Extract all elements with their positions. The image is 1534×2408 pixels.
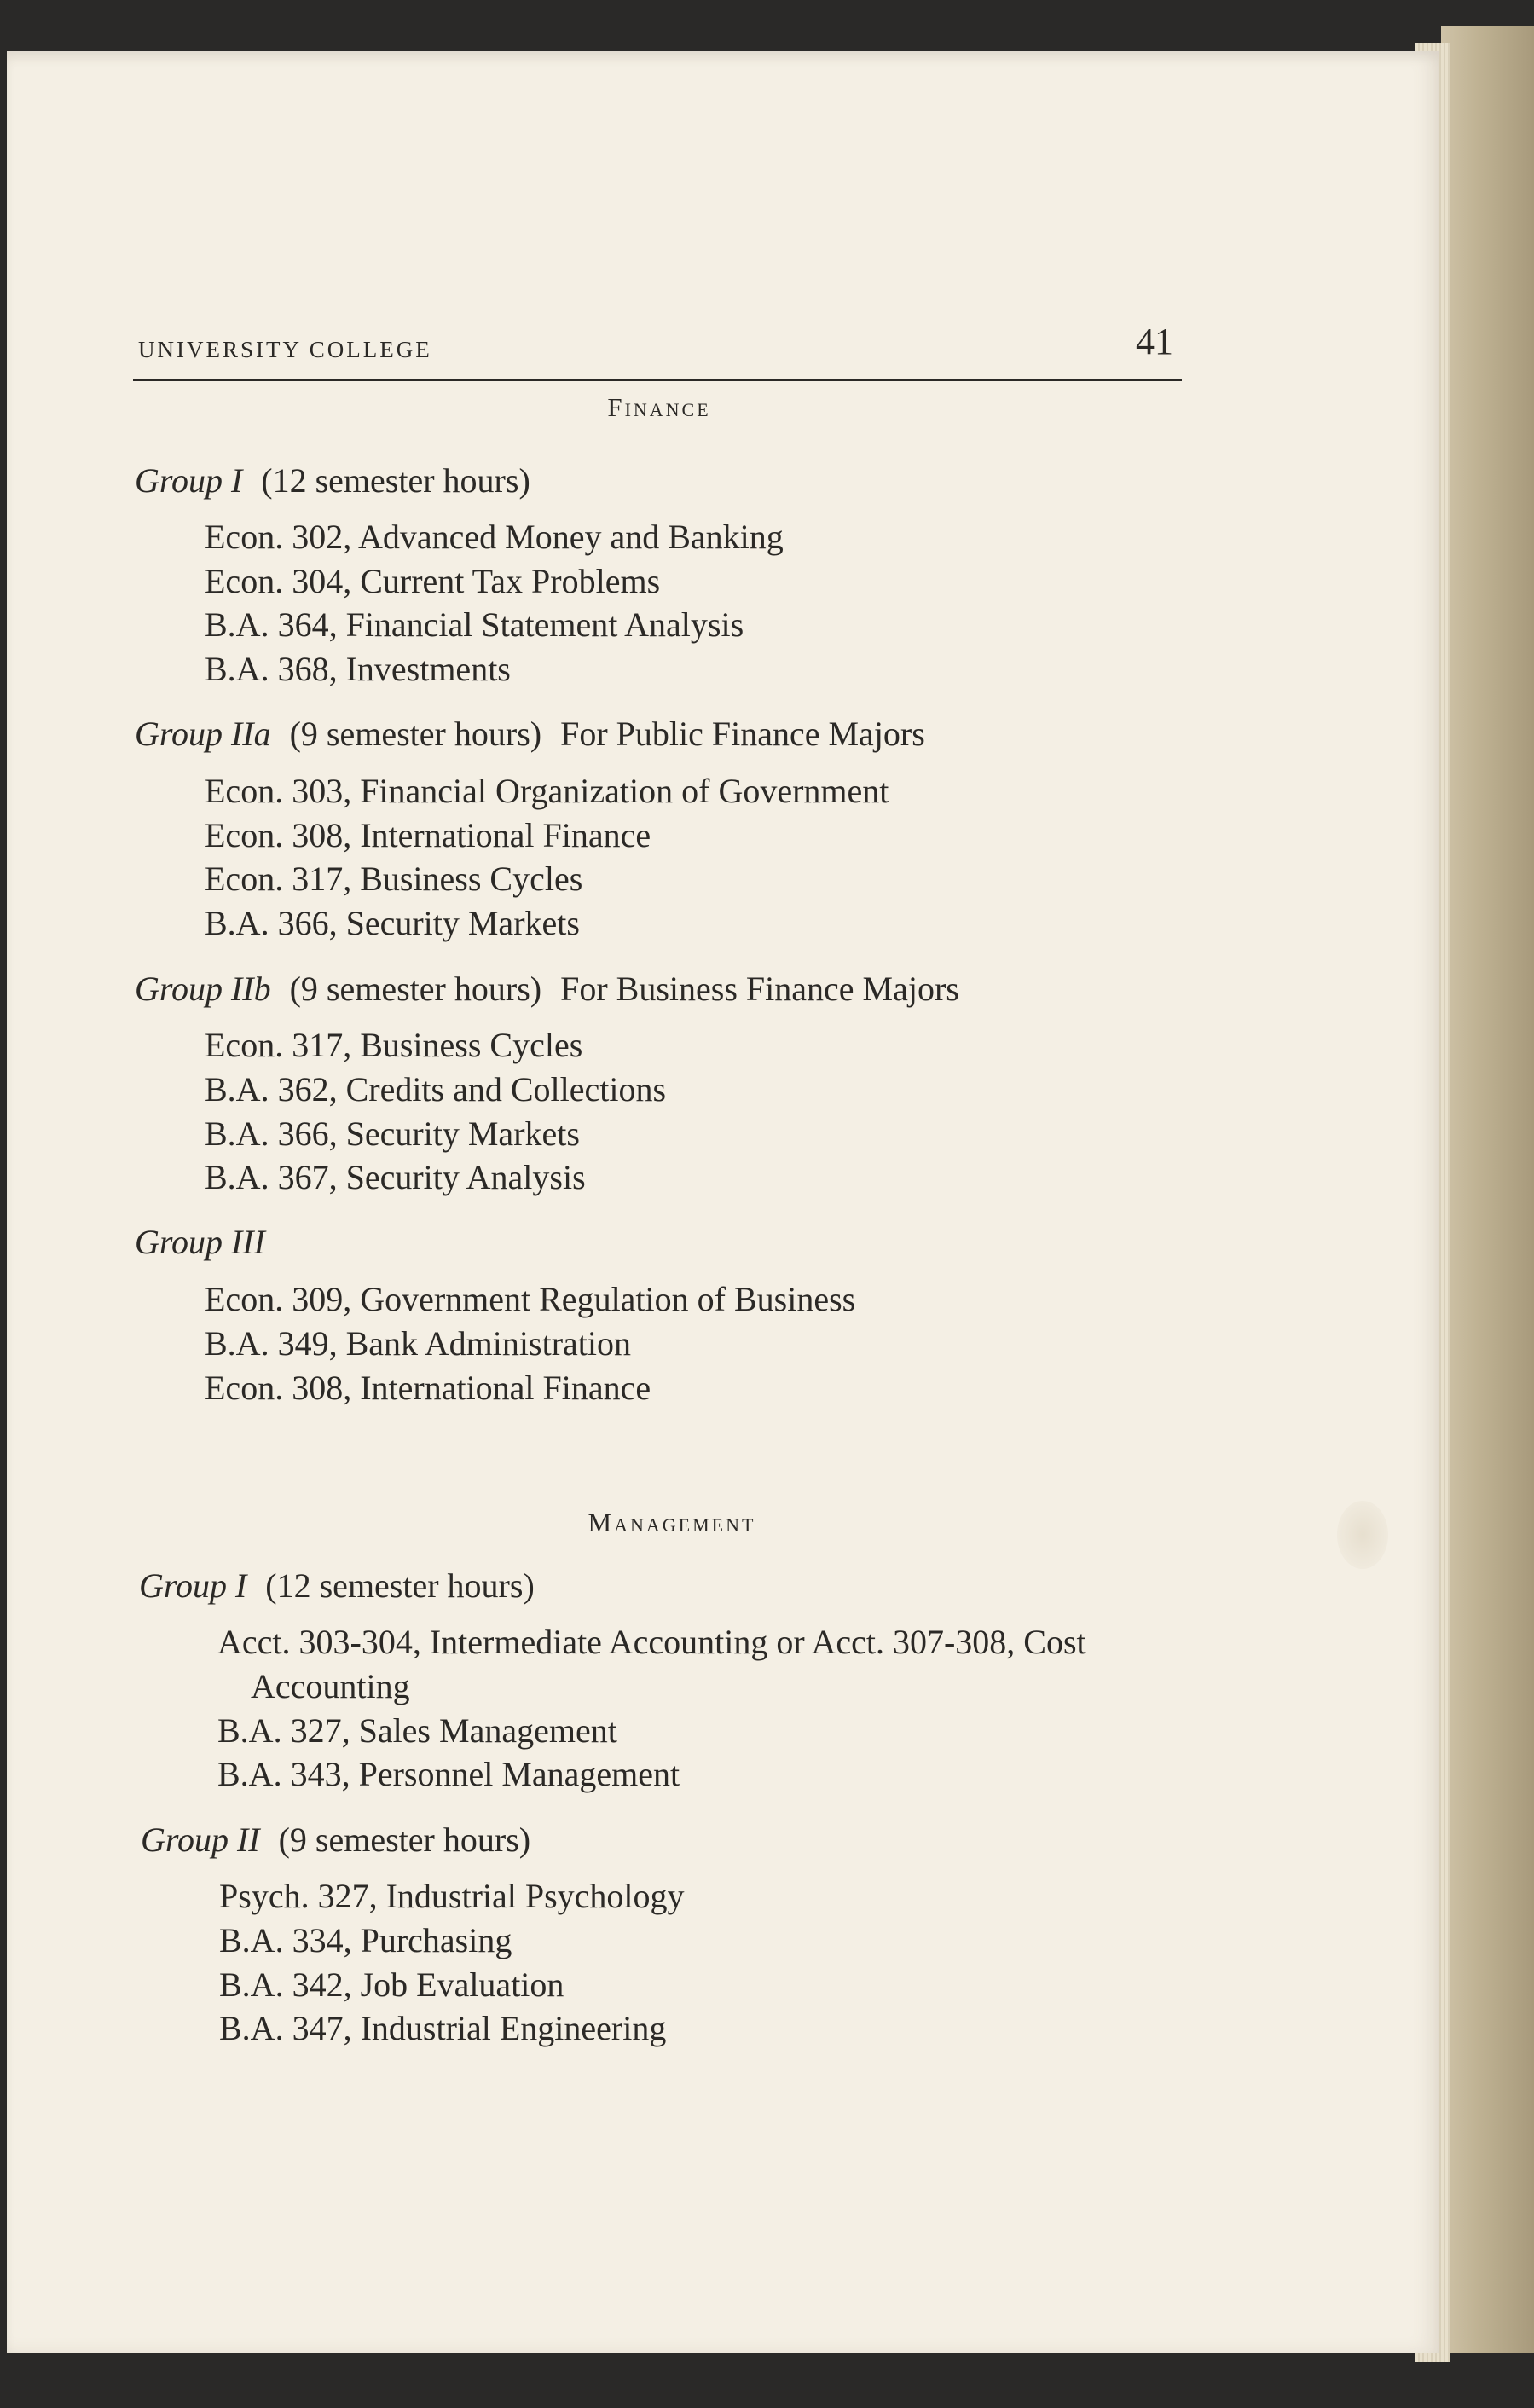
finance-group-heading [135, 1225, 265, 1259]
finance-group-heading [135, 717, 925, 751]
course-line: Acct. 303-304, Intermediate Accounting or Acct. 307-308, Cost [217, 1623, 1086, 1661]
course-line: B.A. 366, Security Markets [205, 1114, 580, 1153]
finance-heading: Finance [607, 392, 711, 422]
group-note: For Public Finance Majors [560, 715, 925, 753]
course-line: B.A. 362, Credits and Collections [205, 1070, 667, 1108]
group-name: Group II [141, 1820, 260, 1859]
running-head [133, 311, 1182, 381]
course-line: B.A. 349, Bank Administration [205, 1324, 631, 1363]
management-group-heading [141, 1820, 531, 1859]
running-head-title: UNIVERSITY COLLEGE [138, 337, 432, 362]
course-line: Econ. 303, Financial Organization of Government [205, 772, 889, 810]
course-line: B.A. 366, Security Markets [205, 904, 580, 942]
finance-group-heading [135, 461, 530, 500]
course-line: Econ. 317, Business Cycles [205, 1026, 583, 1064]
group-name: Group III [135, 1223, 265, 1261]
book-page [7, 51, 1439, 2353]
group-name: Group I [135, 461, 243, 500]
course-line: B.A. 347, Industrial Engineering [219, 2009, 667, 2047]
book-cover-edge [1441, 26, 1534, 2353]
group-name: Group I [139, 1566, 247, 1605]
finance-group-heading [135, 972, 959, 1006]
course-line: B.A. 364, Financial Statement Analysis [205, 605, 744, 644]
paper-stain [1337, 1501, 1388, 1569]
group-name: Group IIa [135, 715, 271, 753]
group-hours: (12 semester hours) [265, 1566, 535, 1605]
management-group-heading [139, 1566, 535, 1605]
course-line: Econ. 308, International Finance [205, 816, 651, 854]
course-line: Econ. 309, Government Regulation of Business [205, 1280, 856, 1318]
group-hours: (9 semester hours) [289, 715, 542, 753]
course-line: B.A. 343, Personnel Management [217, 1755, 680, 1793]
course-line: B.A. 334, Purchasing [219, 1921, 512, 1959]
course-line: B.A. 327, Sales Management [217, 1711, 617, 1750]
group-hours: (12 semester hours) [261, 461, 530, 500]
group-hours: (9 semester hours) [289, 970, 542, 1008]
course-line: Psych. 327, Industrial Psychology [219, 1877, 685, 1915]
course-line: B.A. 367, Security Analysis [205, 1158, 586, 1196]
course-line: B.A. 368, Investments [205, 650, 511, 688]
course-line: Econ. 304, Current Tax Problems [205, 562, 661, 600]
course-line: Econ. 308, International Finance [205, 1369, 651, 1407]
page-number: 41 [1136, 321, 1173, 362]
course-line: Econ. 317, Business Cycles [205, 860, 583, 898]
course-line: Econ. 302, Advanced Money and Banking [205, 518, 784, 556]
course-line: B.A. 342, Job Evaluation [219, 1965, 564, 2004]
management-heading: Management [588, 1508, 756, 1537]
group-note: For Business Finance Majors [560, 970, 959, 1008]
group-hours: (9 semester hours) [278, 1820, 531, 1859]
group-name: Group IIb [135, 970, 271, 1008]
course-line-continuation: Accounting [251, 1667, 410, 1705]
